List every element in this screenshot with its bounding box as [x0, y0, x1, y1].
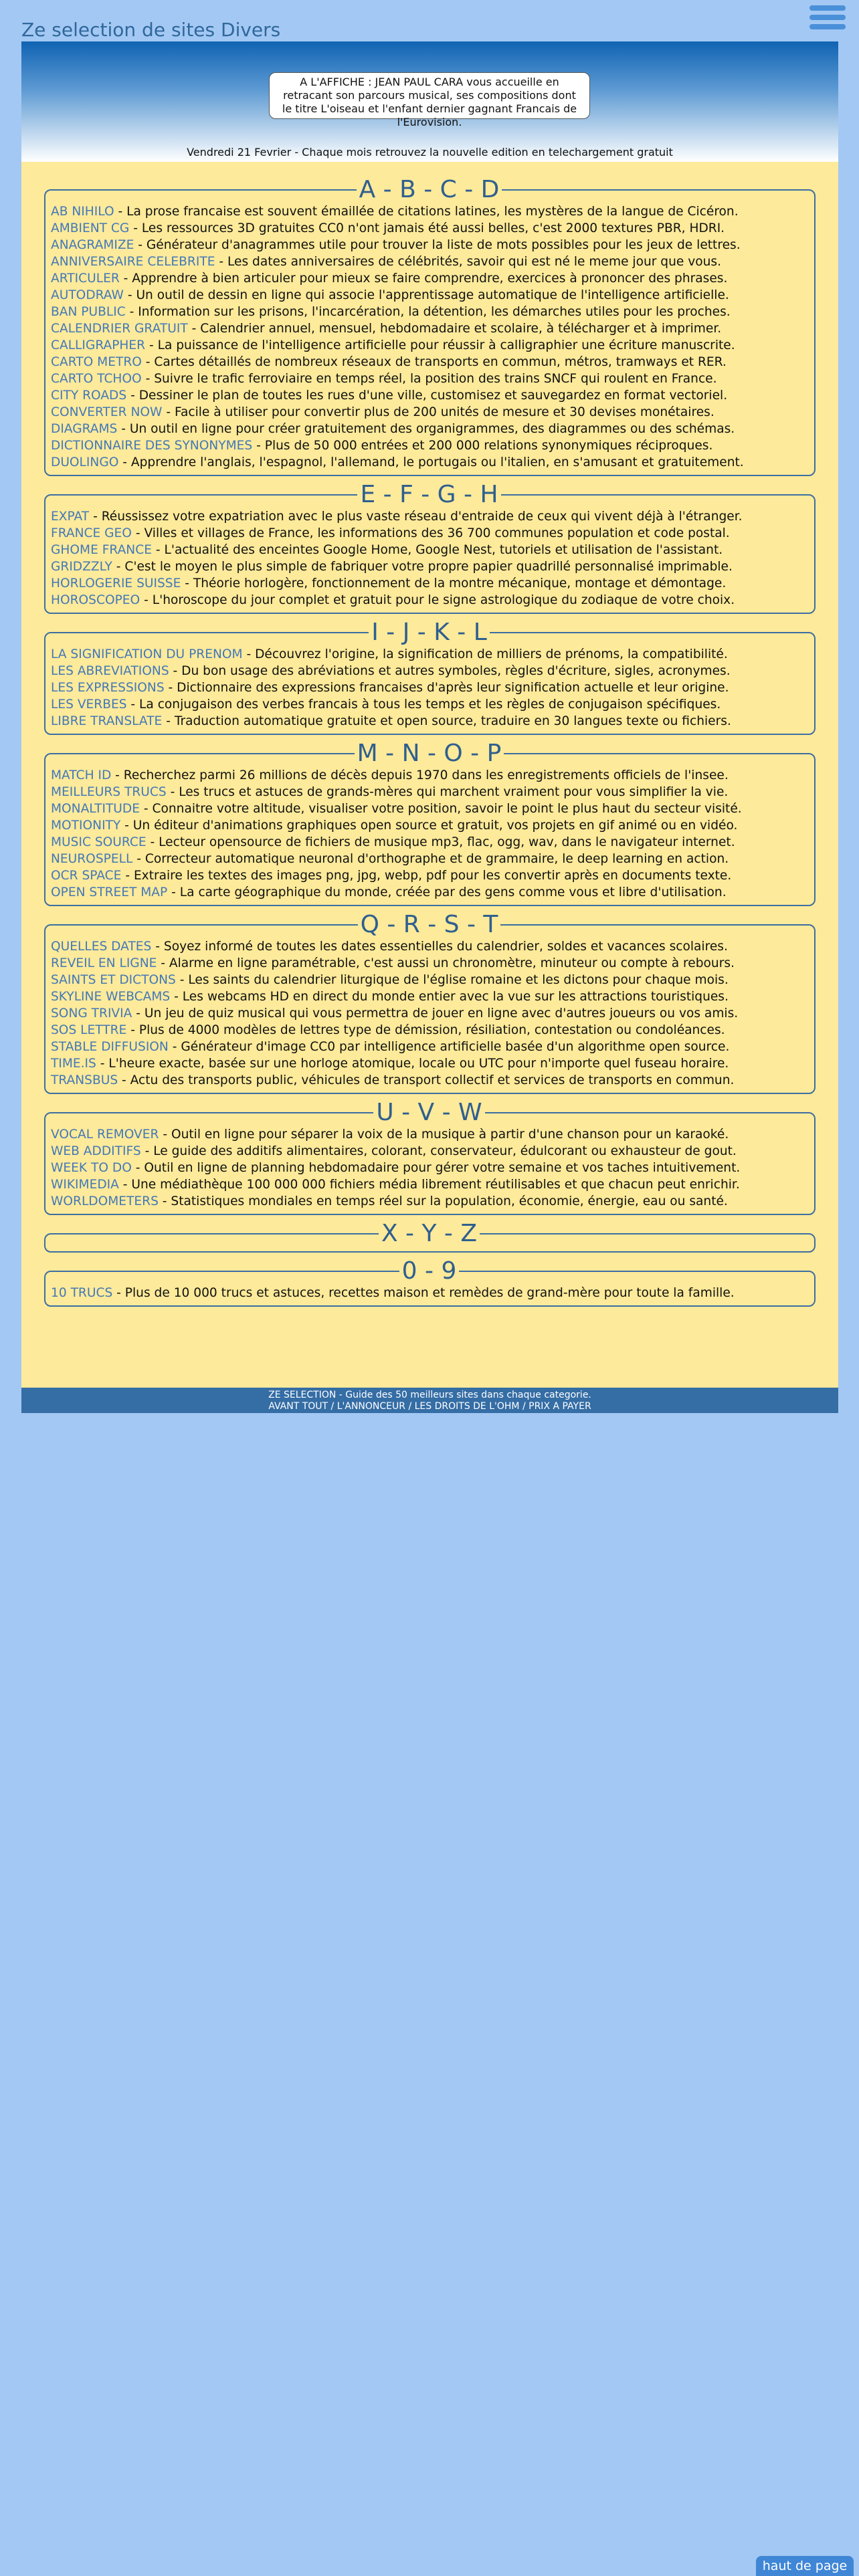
site-entry — [51, 955, 807, 972]
entry-separator: - — [112, 1286, 125, 1300]
site-entry — [51, 1126, 807, 1143]
site-entry — [51, 525, 807, 542]
site-entry — [51, 867, 807, 884]
site-link[interactable]: LES ABREVIATIONS — [51, 664, 169, 678]
entry-separator: - — [126, 389, 139, 403]
entry-separator: - — [132, 1006, 145, 1021]
site-link[interactable]: BAN PUBLIC — [51, 305, 126, 319]
footer-link[interactable]: L'ANNONCEUR — [337, 1401, 405, 1412]
site-description: Suivre le trafic ferroviaire en temps réel, la position des trains SNCF qui roulent en France. — [154, 372, 717, 386]
site-description: Dictionnaire des expressions francaises d'après leur signification actuelle et leur origine. — [177, 681, 729, 695]
site-entry — [51, 575, 807, 592]
site-description: Outil en ligne de planning hebdomadaire pour gérer votre semaine et vos taches intuitivement. — [144, 1161, 741, 1175]
site-description: Recherchez parmi 26 millions de décès depuis 1970 dans les enregistrements officiels de l'insee. — [123, 768, 729, 782]
site-description: Plus de 4000 modèles de lettres type de démission, résiliation, contestation ou condoléances. — [138, 1023, 725, 1037]
category-heading: I - J - K - L — [371, 619, 487, 646]
site-description: Traduction automatique gratuite et open source, traduire en 30 langues texte ou fichiers. — [174, 714, 731, 728]
site-description: Plus de 50 000 entrées et 200 000 relations synonymiques réciproques. — [264, 439, 713, 453]
site-link[interactable]: CITY ROADS — [51, 389, 127, 403]
site-description: Actu des transports public, véhicules de transport collectif et services de transports en commun. — [130, 1073, 735, 1087]
site-link[interactable]: QUELLES DATES — [51, 940, 152, 954]
site-description: Villes et villages de France, les informations des 36 700 communes population et code postal. — [144, 526, 730, 540]
site-description: Outil en ligne pour séparer la voix de la musique à partir d'une chanson pour un karaoké. — [171, 1128, 729, 1142]
site-link[interactable]: GHOME FRANCE — [51, 543, 152, 557]
site-link[interactable]: MUSIC SOURCE — [51, 835, 147, 849]
entry-separator: - — [131, 1161, 145, 1175]
entry-separator: - — [167, 885, 180, 899]
site-link[interactable]: MONALTITUDE — [51, 802, 140, 816]
site-entry — [51, 800, 807, 817]
site-description: C'est le moyen le plus simple de fabriquer votre propre papier quadrillé personnalisé imprimable. — [124, 560, 733, 574]
site-entry — [51, 354, 807, 370]
site-entry — [51, 834, 807, 851]
footer-tagline: ZE SELECTION - Guide des 50 meilleurs sites dans chaque categorie. — [268, 1390, 591, 1400]
entry-separator: - — [89, 510, 102, 524]
footer — [21, 1388, 838, 1413]
site-entry — [51, 884, 807, 901]
entry-separator: - — [181, 576, 193, 591]
entry-separator: - — [141, 355, 155, 369]
category-section — [44, 619, 816, 735]
entry-separator: - — [118, 1073, 130, 1087]
site-description: L'heure exacte, basée sur une horloge atomique, locale ou UTC pour n'importe quel fuseau horaire. — [108, 1057, 729, 1071]
site-link[interactable]: AMBIENT CG — [51, 221, 130, 235]
site-link[interactable]: STABLE DIFFUSION — [51, 1040, 169, 1054]
site-description: Cartes détaillés de nombreux réseaux de transports en commun, métros, tramways et RER. — [154, 355, 727, 369]
site-entry — [51, 988, 807, 1005]
site-entry — [51, 713, 807, 730]
entry-separator: - — [252, 439, 265, 453]
site-description: Générateur d'image CC0 par intelligence artificielle basée d'un algorithme open source. — [181, 1040, 730, 1054]
site-entry — [51, 370, 807, 387]
site-entry — [51, 387, 807, 404]
entry-separator: - — [141, 372, 155, 386]
site-entry — [51, 203, 807, 220]
category-section — [44, 1099, 816, 1215]
site-link[interactable]: TIME.IS — [51, 1057, 96, 1071]
site-entry — [51, 237, 807, 253]
entry-separator: - — [215, 255, 227, 269]
site-description: La carte géographique du monde, créée par des gens comme vous et libre d'utilisation. — [179, 885, 727, 899]
entry-separator: - — [129, 221, 142, 235]
category-heading: X - Y - Z — [381, 1220, 478, 1247]
site-entry — [51, 1160, 807, 1176]
site-link[interactable]: MATCH ID — [51, 768, 112, 782]
site-link[interactable]: HORLOGERIE SUISSE — [51, 576, 181, 591]
site-link[interactable]: LIBRE TRANSLATE — [51, 714, 163, 728]
site-link[interactable]: LA SIGNIFICATION DU PRENOM — [51, 647, 243, 661]
site-link[interactable]: WIKIMEDIA — [51, 1178, 119, 1192]
site-description: Calendrier annuel, mensuel, hebdomadaire et scolaire, à télécharger et à imprimer. — [200, 322, 722, 336]
entry-separator: - — [157, 956, 169, 970]
announcement-box[interactable]: A L'AFFICHE : JEAN PAUL CARA vous accueille en retracant son parcours musical, ses compositions dont le titre L'oiseau et l'enfant dernier gagnant Francais de l'Eurovision. — [269, 72, 590, 119]
entry-separator: - — [118, 455, 131, 469]
entry-separator: - — [187, 322, 201, 336]
site-entry — [51, 851, 807, 867]
site-link[interactable]: WORLDOMETERS — [51, 1194, 159, 1208]
site-description: Une médiathèque 100 000 000 fichiers média librement réutilisables et que chacun peut enrichir. — [131, 1178, 740, 1192]
site-link[interactable]: GRIDZZLY — [51, 560, 112, 574]
entry-separator: - — [114, 205, 127, 219]
site-link[interactable]: SKYLINE WEBCAMS — [51, 990, 171, 1004]
site-link[interactable]: ANAGRAMIZE — [51, 238, 134, 252]
site-description: La puissance de l'intelligence artificielle pour réussir à calligraphier une écriture manuscrite. — [157, 338, 735, 352]
site-link[interactable]: AUTODRAW — [51, 288, 124, 302]
category-section — [44, 911, 816, 1094]
site-link[interactable]: ARTICULER — [51, 272, 120, 286]
entry-separator: - — [120, 819, 133, 833]
footer-link[interactable]: LES DROITS DE L'OHM — [414, 1401, 520, 1412]
site-description: La conjugaison des verbes francais à tous les temps et les règles de conjugaison spécifiques. — [139, 697, 721, 712]
site-link[interactable]: MOTIONITY — [51, 819, 121, 833]
entry-separator: - — [242, 647, 256, 661]
site-entry — [51, 1022, 807, 1039]
site-entry — [51, 542, 807, 558]
site-entry — [51, 253, 807, 270]
entry-separator: - — [166, 785, 179, 799]
entry-separator: - — [117, 422, 130, 436]
back-to-top-button[interactable]: haut de page — [756, 2556, 854, 2576]
site-description: L'actualité des enceintes Google Home, Google Nest, tutoriels et utilisation de l'assistant. — [164, 543, 723, 557]
site-description: Plus de 10 000 trucs et astuces, recettes maison et remèdes de grand-mère pour toute la famille. — [124, 1286, 735, 1300]
site-entry — [51, 1055, 807, 1072]
footer-link[interactable]: AVANT TOUT — [268, 1401, 328, 1412]
site-description: Les trucs et astuces de grands-mères qui marchent vraiment pour vous simplifier la vie. — [179, 785, 729, 799]
site-description: Alarme en ligne paramétrable, c'est aussi un chronomètre, minuteur ou compte à rebours. — [169, 956, 735, 970]
site-entry — [51, 304, 807, 320]
footer-links — [21, 1401, 838, 1412]
site-description: Dessiner le plan de toutes les rues d'une ville, customisez et sauvegardez en format vectoriel. — [138, 389, 728, 403]
site-description: La prose francaise est souvent émaillée de citations latines, les mystères de la langue de Cicéron. — [126, 205, 739, 219]
category-section — [44, 481, 816, 614]
footer-separator: / — [519, 1401, 529, 1412]
entry-separator: - — [140, 593, 153, 607]
site-entry — [51, 404, 807, 421]
site-entry — [51, 320, 807, 337]
category-heading: A - B - C - D — [359, 176, 500, 203]
entry-separator: - — [169, 664, 182, 678]
site-description: Apprendre à bien articuler pour mieux se faire comprendre, exercices à prononcer des phrases. — [132, 272, 728, 286]
site-entry — [51, 1039, 807, 1055]
category-heading: Q - R - S - T — [360, 911, 498, 938]
entry-separator: - — [123, 288, 136, 302]
site-description: Un jeu de quiz musical qui vous permettra de jouer en ligne avec d'autres joueurs ou vos amis. — [144, 1006, 739, 1021]
site-link[interactable]: SONG TRIVIA — [51, 1006, 132, 1021]
site-link[interactable]: WEEK TO DO — [51, 1161, 132, 1175]
hero-banner — [21, 41, 838, 162]
site-link[interactable]: OCR SPACE — [51, 869, 122, 883]
site-description: Un éditeur d'animations graphiques open source et gratuit, vos projets en gif animé ou en vidéo. — [132, 819, 738, 833]
site-entry — [51, 421, 807, 437]
site-description: L'horoscope du jour complet et gratuit pour le signe astrologique du zodiaque de votre choix. — [152, 593, 735, 607]
site-description: Lecteur opensource de fichiers de musique mp3, flac, ogg, wav, dans le navigateur internet. — [159, 835, 735, 849]
site-entry — [51, 270, 807, 287]
site-title: Ze selection de sites Divers — [21, 19, 281, 41]
site-link[interactable]: REVEIL EN LIGNE — [51, 956, 157, 970]
site-description: Le guide des additifs alimentaires, colorant, conservateur, édulcorant ou exhausteur de gout. — [153, 1144, 737, 1158]
entry-separator: - — [111, 768, 124, 782]
entry-separator: - — [132, 852, 145, 866]
footer-separator: / — [405, 1401, 415, 1412]
site-link[interactable]: DUOLINGO — [51, 455, 119, 469]
entry-separator: - — [126, 697, 140, 712]
entry-separator: - — [121, 869, 134, 883]
category-heading: U - V - W — [376, 1099, 482, 1126]
site-link[interactable]: NEUROSPELL — [51, 852, 133, 866]
site-link[interactable]: CALLIGRAPHER — [51, 338, 146, 352]
site-description: Statistiques mondiales en temps réel sur la population, économie, énergie, eau ou santé. — [171, 1194, 728, 1208]
main-panel — [21, 41, 838, 1411]
entry-separator: - — [131, 526, 145, 540]
entry-separator: - — [145, 338, 158, 352]
entry-separator: - — [175, 973, 189, 987]
site-link[interactable]: SOS LETTRE — [51, 1023, 127, 1037]
site-entry — [51, 558, 807, 575]
site-description: Connaitre votre altitude, visualiser votre position, savoir le point le plus haut du secteur visité. — [152, 802, 742, 816]
site-link[interactable]: EXPAT — [51, 510, 90, 524]
entry-separator: - — [159, 1128, 171, 1142]
footer-separator: / — [328, 1401, 337, 1412]
site-link[interactable]: CARTO METRO — [51, 355, 142, 369]
site-entry — [51, 938, 807, 955]
entry-separator: - — [151, 543, 165, 557]
site-entry — [51, 437, 807, 454]
site-description: Les saints du calendrier liturgique de l'église romaine et les dictons pour chaque mois. — [188, 973, 729, 987]
site-link[interactable]: OPEN STREET MAP — [51, 885, 168, 899]
site-description: Soyez informé de toutes les dates essentielles du calendrier, soldes et vacances scolaires. — [163, 940, 728, 954]
entry-separator: - — [126, 1023, 139, 1037]
entry-separator: - — [162, 714, 175, 728]
site-entry — [51, 287, 807, 304]
site-description: Correcteur automatique neuronal d'orthographe et de grammaire, le deep learning en action. — [145, 852, 729, 866]
site-entry — [51, 817, 807, 834]
entry-separator: - — [151, 940, 164, 954]
site-description: Les dates anniversaires de célébrités, savoir qui est né le meme jour que vous. — [227, 255, 722, 269]
edition-date: Vendredi 21 Fevrier - Chaque mois retrouvez la nouvelle edition en telechargement gratuit — [187, 146, 673, 158]
category-section — [44, 1220, 816, 1253]
site-description: Découvrez l'origine, la signification de milliers de prénoms, la compatibilité. — [255, 647, 728, 661]
site-entry — [51, 663, 807, 679]
site-entry — [51, 679, 807, 696]
category-section — [44, 740, 816, 906]
site-description: Les ressources 3D gratuites CC0 n'ont jamais été aussi belles, c'est 2000 textures PBR, HDRI. — [141, 221, 725, 235]
menu-bar — [809, 15, 846, 20]
entry-separator: - — [140, 1144, 154, 1158]
site-link[interactable]: TRANSBUS — [51, 1073, 118, 1087]
menu-bar — [809, 24, 846, 29]
site-entry — [51, 592, 807, 609]
site-entry — [51, 1005, 807, 1022]
entry-separator: - — [158, 1194, 171, 1208]
menu-bar — [809, 5, 846, 11]
category-list — [21, 162, 838, 1307]
site-link[interactable]: SAINTS ET DICTONS — [51, 973, 176, 987]
site-link[interactable]: LES VERBES — [51, 697, 127, 712]
footer-link[interactable]: PRIX A PAYER — [529, 1401, 591, 1412]
site-link[interactable]: DICTIONNAIRE DES SYNONYMES — [51, 439, 253, 453]
site-entry — [51, 508, 807, 525]
entry-separator: - — [146, 835, 159, 849]
site-link[interactable]: HOROSCOPEO — [51, 593, 140, 607]
hamburger-menu-icon[interactable] — [809, 5, 846, 31]
entry-separator: - — [134, 238, 147, 252]
site-link[interactable]: CARTO TCHOO — [51, 372, 142, 386]
site-description: Du bon usage des abréviations et autres symboles, règles d'écriture, sigles, acronymes. — [181, 664, 731, 678]
site-description: Un outil en ligne pour créer gratuitement des organigrammes, des diagrammes ou des schémas. — [129, 422, 735, 436]
site-link[interactable]: 10 TRUCS — [51, 1286, 113, 1300]
entry-separator: - — [119, 272, 132, 286]
site-link[interactable]: AB NIHILO — [51, 205, 114, 219]
site-entry — [51, 337, 807, 354]
site-entry — [51, 1285, 807, 1301]
entry-separator: - — [125, 305, 138, 319]
category-heading: E - F - G - H — [360, 481, 498, 508]
site-description: Information sur les prisons, l'incarcération, la détention, les démarches utiles pour les proches. — [138, 305, 731, 319]
category-heading: 0 - 9 — [401, 1257, 457, 1285]
site-link[interactable]: CALENDRIER GRATUIT — [51, 322, 188, 336]
site-description: Générateur d'anagrammes utile pour trouver la liste de mots possibles pour les jeux de lettres. — [146, 238, 741, 252]
category-section — [44, 177, 816, 476]
site-entry — [51, 784, 807, 800]
site-entry — [51, 220, 807, 237]
site-entry — [51, 972, 807, 988]
site-entry — [51, 454, 807, 471]
site-entry — [51, 696, 807, 713]
site-link[interactable]: VOCAL REMOVER — [51, 1128, 159, 1142]
site-entry — [51, 1193, 807, 1210]
site-entry — [51, 1176, 807, 1193]
site-link[interactable]: FRANCE GEO — [51, 526, 132, 540]
site-description: Les webcams HD en direct du monde entier avec la vue sur les attractions touristiques. — [182, 990, 729, 1004]
entry-separator: - — [162, 405, 175, 419]
site-description: Apprendre l'anglais, l'espagnol, l'allemand, le portugais ou l'italien, en s'amusant et gratuitement. — [130, 455, 744, 469]
entry-separator: - — [168, 1040, 181, 1054]
site-entry — [51, 1143, 807, 1160]
site-description: Théorie horlogère, fonctionnement de la montre mécanique, montage et démontage. — [193, 576, 727, 591]
category-heading: M - N - O - P — [357, 740, 502, 767]
site-description: Réussissez votre expatriation avec le plus vaste réseau d'entraide de ceux qui vivent déjà à l'étranger. — [101, 510, 743, 524]
entry-separator: - — [170, 990, 183, 1004]
site-description: Facile à utiliser pour convertir plus de 200 unités de mesure et 30 devises monétaires. — [174, 405, 714, 419]
category-section — [44, 1258, 816, 1307]
site-entry — [51, 646, 807, 663]
site-description: Un outil de dessin en ligne qui associe l'apprentissage automatique de l'intelligence artificielle. — [136, 288, 729, 302]
site-description: Extraire les textes des images png, jpg, webp, pdf pour les convertir après en documents texte. — [133, 869, 732, 883]
site-link[interactable]: DIAGRAMS — [51, 422, 118, 436]
site-link[interactable]: CONVERTER NOW — [51, 405, 163, 419]
site-link[interactable]: LES EXPRESSIONS — [51, 681, 165, 695]
site-entry — [51, 1072, 807, 1089]
site-link[interactable]: ANNIVERSAIRE CELEBRITE — [51, 255, 215, 269]
entry-separator: - — [118, 1178, 132, 1192]
entry-separator: - — [164, 681, 177, 695]
site-link[interactable]: WEB ADDITIFS — [51, 1144, 141, 1158]
entry-separator: - — [96, 1057, 109, 1071]
entry-separator: - — [139, 802, 153, 816]
entry-separator: - — [112, 560, 125, 574]
site-link[interactable]: MEILLEURS TRUCS — [51, 785, 167, 799]
site-entry — [51, 767, 807, 784]
